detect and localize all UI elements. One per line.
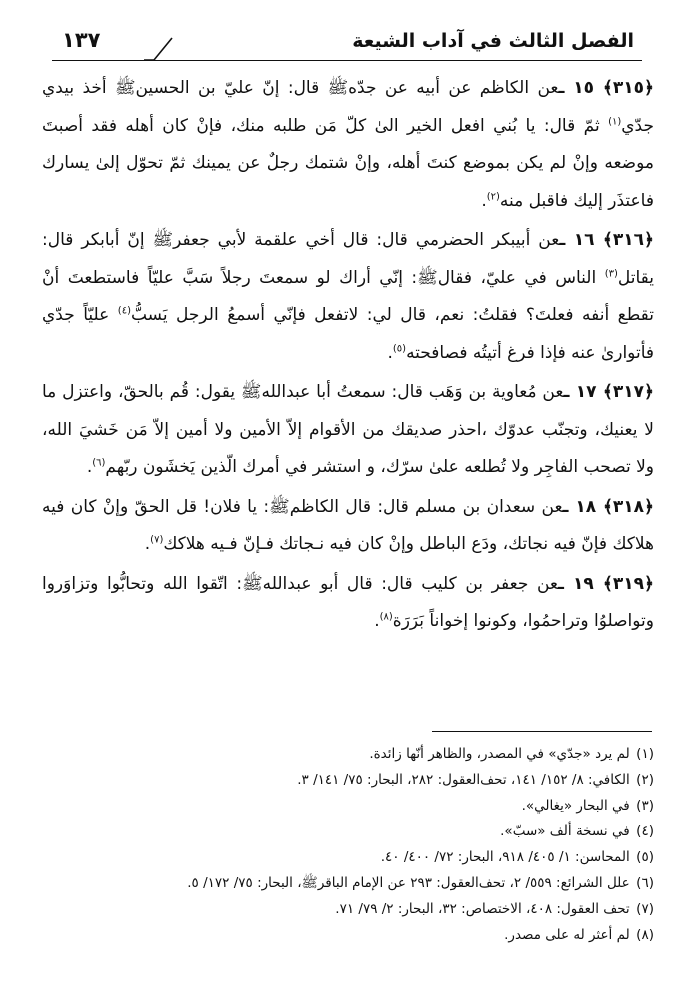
hadith-text: إلاّ مَن خَشيَ الله، ولا تصحب الفاجِر ولا تُطلعه علىٰ سرّك، و استشر في: [42, 419, 654, 477]
hadith-317: ﴿٣١٧﴾ ١٧ ـعن مُعاوية بن وَهَب قال: سمعتُ أبا عبداللهﷺ يقول: قُم بالحقّ، واعتزل ما لا يعنيك، وتجنّب عدوّك ،احذر صديقك من الأقوام إلاّ الأمين ولا أمين إلاّ مَن خَشيَ الله، ولا تصحب الفاجِر ولا تُطلعه علىٰ سرّك، و استشر في أمرك الّذين يَخشَون ربّهم$^{(٦)}$.: [42, 382, 655, 477]
footnote-text: علل الشرائع: ٥٥٩/ ٢، تحف‌العقول: ٢٩٣ عن الإمام الباقرﷺ، البحار: ٧٥/ ١٧٢/ ٥.: [187, 874, 630, 891]
footnote: [42, 742, 654, 768]
hadith-text: وتواصلوُا وتراحمُوا، وكونوا إخواناً بَرَرَة: [392, 611, 654, 631]
footnote-text: المحاسن: ١/ ٤٠٥/ ٩١٨، البحار: ٧٢/ ٤٠٠/ ٤٠.: [380, 849, 630, 866]
footnote-number: (٢): [636, 771, 654, 788]
hadith-text: فيه هلاكك فإنّ فيه نجاتك، ودَع الباطل وإنْ كان فيه نـجاتك فـإنّ فـيه: [42, 496, 654, 554]
hadith-number: ﴿٣١٩﴾ ١٩ ـ: [558, 573, 654, 594]
running-header: [52, 26, 642, 60]
hadith-text: عن مُعاوية بن وَهَب قال: سمعتُ أبا عبداللهﷺ يقول: قُم بالحقّ، واعتزل: [62, 382, 564, 402]
hadith-text: يمينك ثمّ تحوّل إلىٰ يسارك فاعتذَر إليك فاقبل منه: [42, 153, 654, 211]
hadith-text: فقد أصبتَ موضعه وإنْ لم يكن بموضع كنتَ أهله، وإنْ شتمك رجلٌ عن: [42, 115, 654, 173]
hadith-text: أمرك الّذين يَخشَون ربّهم: [105, 457, 280, 477]
hadith-number: ﴿٣١٥﴾ ١٥ ـ: [558, 78, 654, 98]
footnote: [42, 768, 654, 794]
footnote-ref: (٧): [150, 534, 164, 546]
footnote-ref: (١): [608, 115, 622, 127]
hadith-text: الرجل يَسبُّ: [130, 305, 219, 325]
footnote: [42, 794, 654, 820]
footnote-number: (٦): [636, 874, 654, 891]
hadith-text: عن سعدان بن مسلم قال: قال الكاظمﷺ: يا فلان! قل الحقّ وإنْ كان: [70, 496, 563, 517]
hadith-text: جدّي: [621, 115, 654, 136]
hadith-text: الناس في عليّ، فقالﷺ: إنّي أراك لو سمعتَ رجلاً سَبَّ عليّاً: [147, 267, 597, 288]
footnote: [42, 897, 654, 923]
hadith-text: ثمّ قال: يا بُني افعل الخير الىٰ كلّ مَن طلبه منك، فإنْ كان أهله: [125, 115, 600, 136]
hadith-text: عن جعفر بن كليب قال: قال أبو عبداللهﷺ: اتّقوا الله وتحابُّوا وتزاوَروا: [42, 573, 559, 594]
hadith-text: عليّاً جدّي فأتوارىٰ عنه فإذا فرغ أتيتُه فصافحته: [42, 305, 654, 363]
footnote-ref: (٥): [392, 342, 407, 354]
header-notch-ornament: [144, 34, 174, 62]
footnotes: [42, 742, 654, 948]
hadith-319: ﴿٣١٩﴾ ١٩ ـعن جعفر بن كليب قال: قال أبو عبداللهﷺ: اتّقوا الله وتحابُّوا وتزاوَروا وتواصلوُا وتراحمُوا، وكونوا إخواناً بَرَرَة$^{(٨)}$.: [42, 573, 654, 631]
footnote-text: لم أعثر له على مصدر.: [504, 926, 630, 943]
footnote-ref: (٨): [379, 611, 393, 623]
footnote-number: (٤): [636, 823, 654, 840]
main-text: [42, 70, 654, 643]
hadith-text: هلاكك: [163, 534, 205, 554]
hadith-316: ﴿٣١٦﴾ ١٦ ـعن أبيبكر الحضرمي قال: قال أخي علقمة لأبي جعفرﷺ إنّ أبابكر قال: يقاتل$^{(٣)}$ الناس في عليّ، فقالﷺ: إنّي أراك لو سمعتَ رجلاً سَبَّ عليّاً فاستطعتَ أنْ تقطع أنفه فعلتَ؟ فقلتُ: نعم، قال لي: لاتفعل فإنّي أسمعُ الرجل يَسبُّ$^{(٤)}$ عليّاً جدّي فأتوارىٰ عنه فإذا فرغ أتيتُه فصافحته$^{(٥)}$.: [42, 230, 654, 363]
footnote-ref: (٢): [486, 190, 500, 202]
hadith-318: ﴿٣١٨﴾ ١٨ ـعن سعدان بن مسلم قال: قال الكاظمﷺ: يا فلان! قل الحقّ وإنْ كان فيه هلاكك فإنّ فيه نجاتك، ودَع الباطل وإنْ كان فيه نـجاتك فـإنّ فـيه هلاكك$^{(٧)}$.: [42, 496, 655, 554]
footnote-separator: [432, 731, 652, 732]
footnote: [42, 845, 654, 871]
footnote-text: تحف العقول: ٤٠٨، الاختصاص: ٣٢، البحار: ٢/ ٧٩/ ٧١.: [335, 900, 630, 917]
footnote-number: (٨): [636, 926, 654, 943]
footnote-text: لم يرد «جدّي» في المصدر، والظاهر أنّها زائدة.: [369, 746, 630, 762]
footnote: [42, 819, 654, 845]
hadith-text: فاستطعتَ أنْ تقطع أنفه فعلتَ؟ فقلتُ: نعم، قال لي: لاتفعل فإنّي أسمعُ: [42, 267, 654, 325]
hadith-number: ﴿٣١٨﴾ ١٨ ـ: [562, 496, 655, 517]
hadith-text: عن الكاظم عن أبيه عن جدّهﷺ قال: إنّ عليّ بن الحسينﷺ أخذ بيدي: [42, 78, 559, 98]
header-rule: [52, 60, 642, 61]
hadith-number: ﴿٣١٦﴾ ١٦ ـ: [559, 230, 654, 250]
hadith-315: ﴿٣١٥﴾ ١٥ ـعن الكاظم عن أبيه عن جدّهﷺ قال: إنّ عليّ بن الحسينﷺ أخذ بيدي جدّي$^{(١)}$ ثمّ قال: يا بُني افعل الخير الىٰ كلّ مَن طلبه منك، فإنْ كان أهله فقد أصبتَ موضعه وإنْ لم يكن بموضع كنتَ أهله، وإنْ شتمك رجلٌ عن يمينك ثمّ تحوّل إلىٰ يسارك فاعتذَر إليك فاقبل منه$^{(٢)}$.: [42, 78, 654, 211]
chapter-title: الفصل الثالث في آداب الشيعة: [352, 30, 634, 52]
footnote-number: (٥): [636, 849, 654, 866]
footnote: [42, 871, 654, 897]
footnote-text: في نسخة ألف «سبّ».: [500, 823, 630, 840]
footnote-ref: (٤): [117, 305, 131, 317]
footnote: [42, 923, 654, 949]
footnote-number: (٧): [636, 900, 654, 917]
footnote-ref: (٦): [92, 457, 106, 469]
footnote-text: في البحار «يغالي».: [521, 797, 630, 814]
footnote-number: (٣): [636, 797, 654, 814]
hadith-text: قال: يقاتل: [42, 230, 654, 288]
hadith-number: ﴿٣١٧﴾ ١٧ ـ: [563, 382, 654, 402]
page-number: ١٣٧: [62, 28, 101, 52]
hadith-text: ما لا يعنيك، وتجنّب عدوّك ،احذر صديقك من الأقوام إلاّ الأمين ولا أمين: [42, 382, 655, 440]
hadith-text: عن أبيبكر الحضرمي قال: قال أخي علقمة لأبي جعفرﷺ إنّ أبابكر: [81, 230, 560, 250]
footnote-ref: (٣): [604, 267, 618, 279]
footnote-number: (١): [636, 746, 654, 762]
footnote-text: الكافي: ٨/ ١٥٢/ ١٤١، تحف‌العقول: ٢٨٢، البحار: ٧٥/ ١٤١/ ٣.: [297, 771, 630, 788]
